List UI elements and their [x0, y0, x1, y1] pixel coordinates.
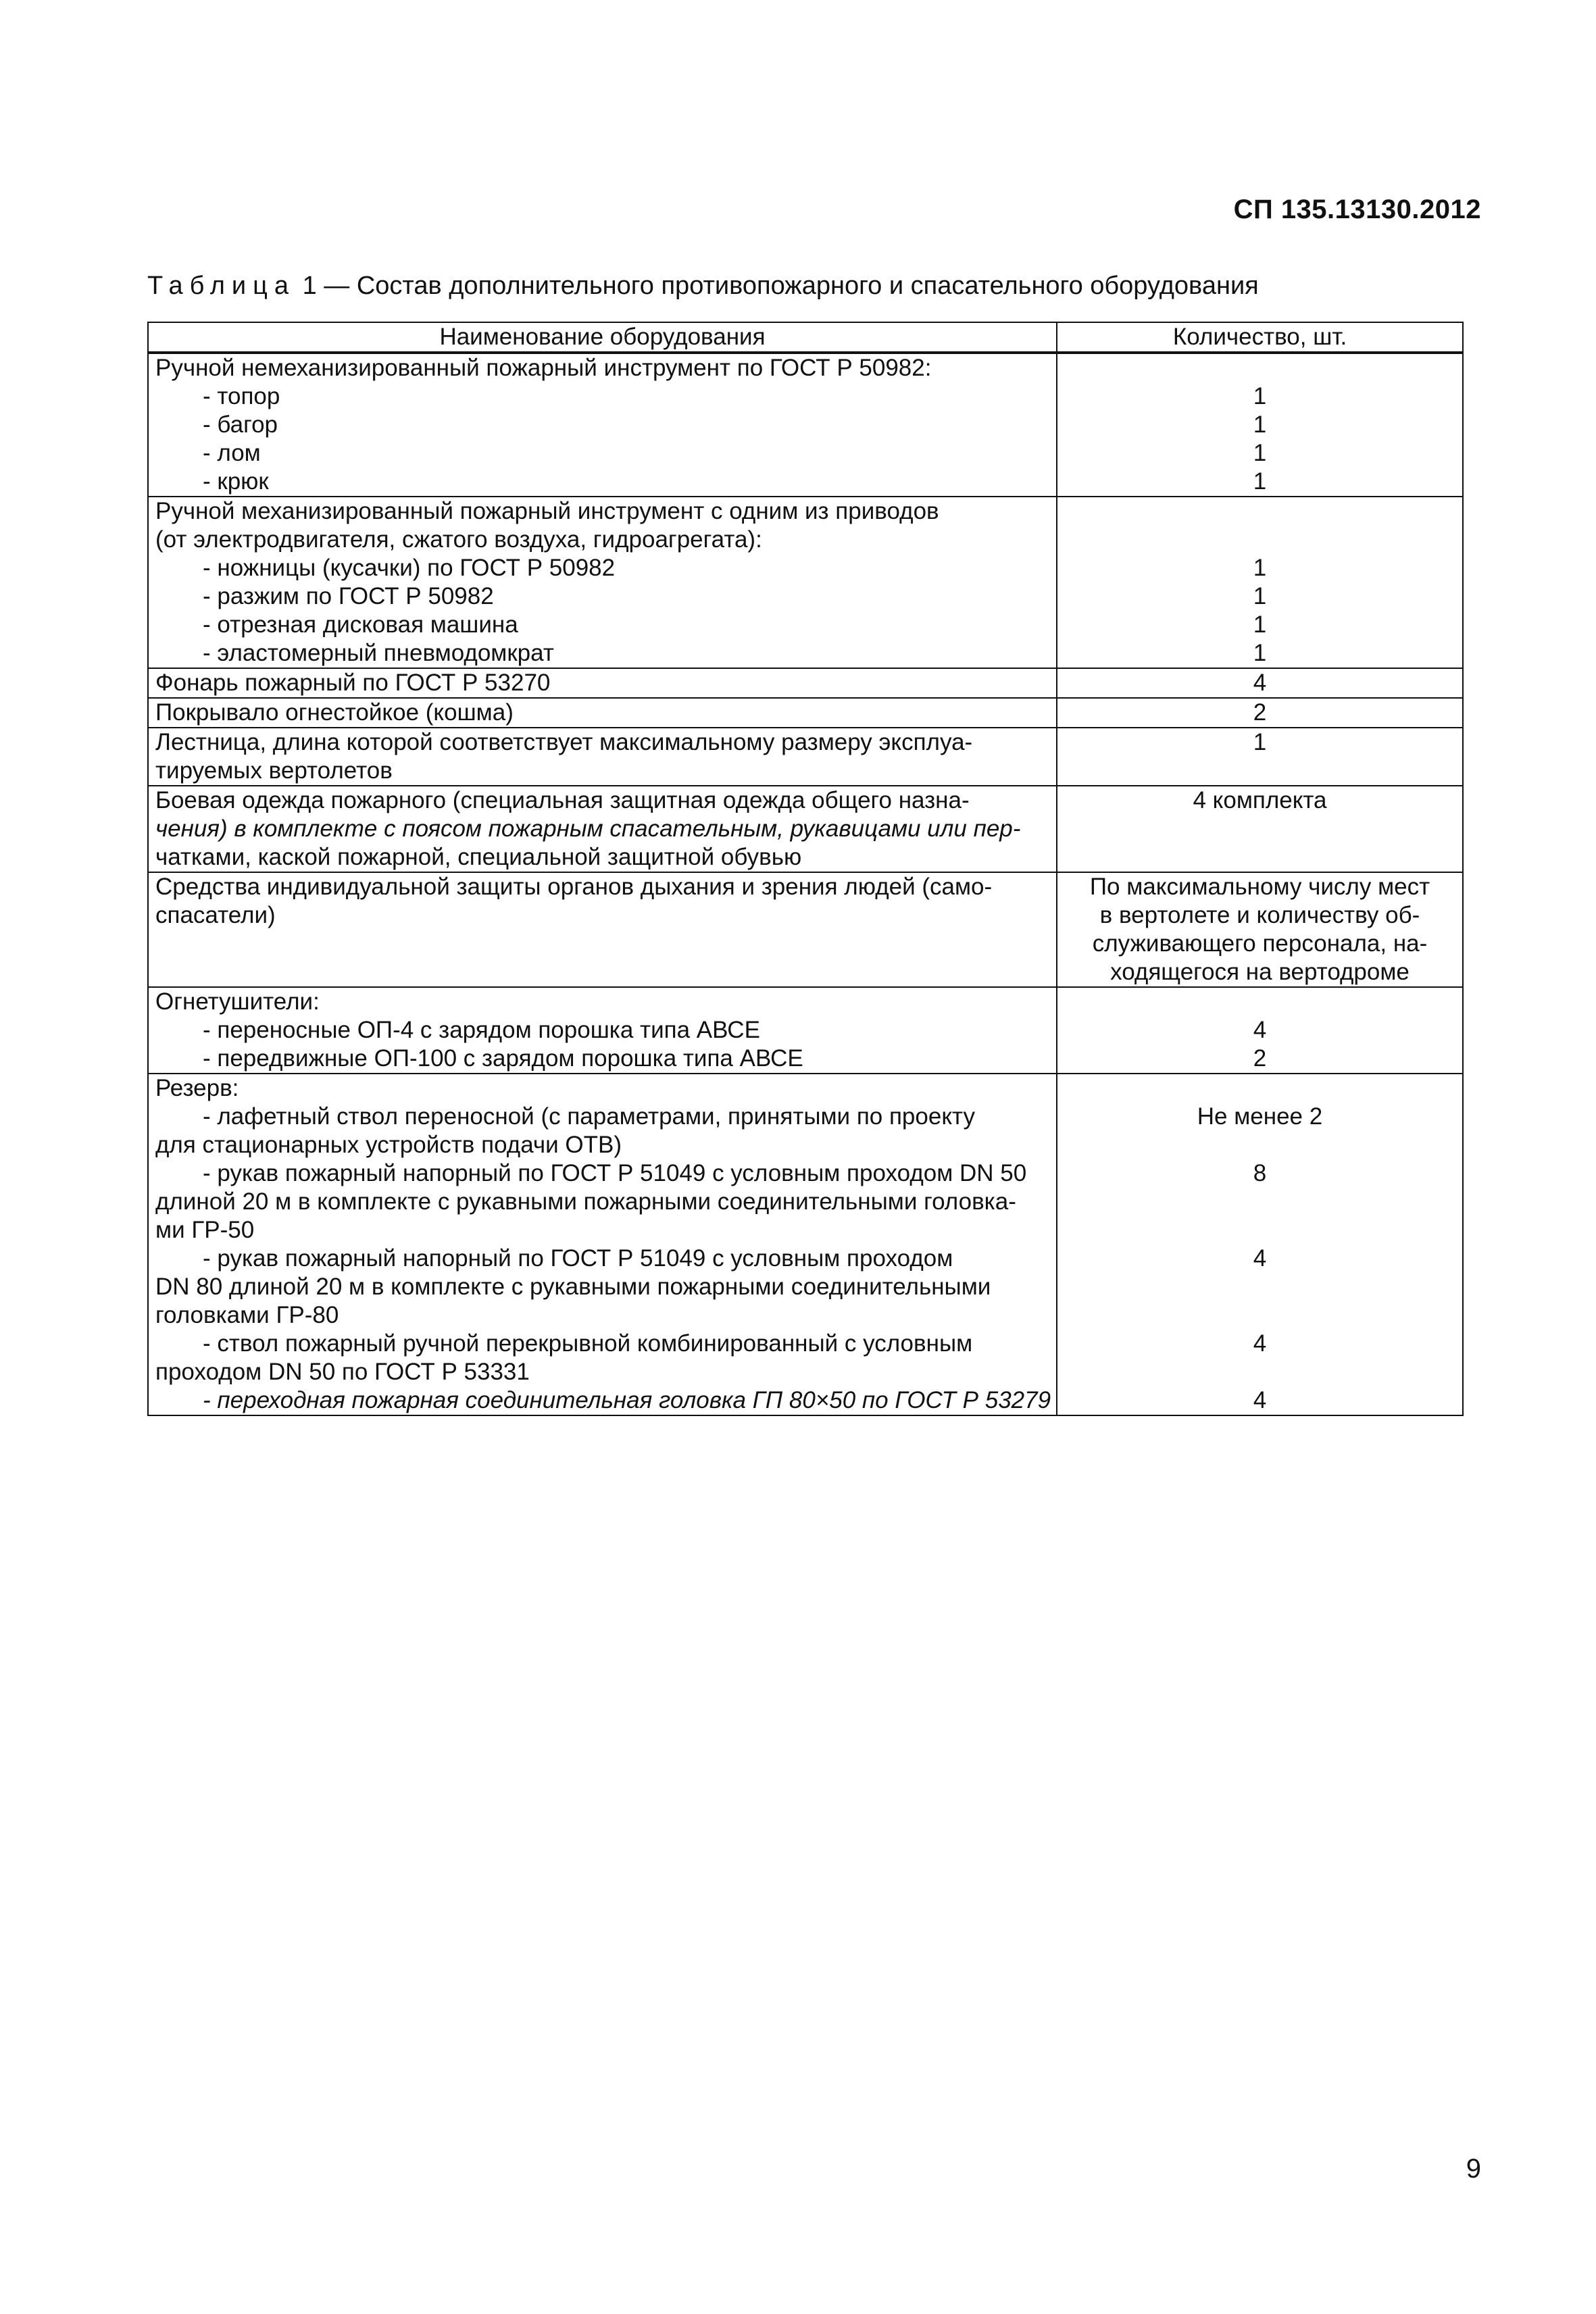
quantity-line: [1064, 1273, 1455, 1301]
quantity-line: [1064, 497, 1455, 526]
equipment-name-line: - переносные ОП-4 с зарядом порошка типа АВСЕ: [203, 1017, 760, 1043]
equipment-name-line: - крюк: [203, 468, 269, 495]
equipment-name-line: Ручной механизированный пожарный инструмент с одним из приводов: [155, 498, 939, 524]
quantity-line: 2: [1253, 1045, 1267, 1072]
table-row: [148, 1074, 1463, 1415]
quantity-cell: [1057, 728, 1463, 786]
equipment-name-cell: [148, 728, 1057, 786]
equipment-table: [147, 322, 1464, 1416]
equipment-name-line: тируемых вертолетов: [155, 757, 393, 784]
table-row: [148, 872, 1463, 987]
equipment-name-cell: [148, 872, 1057, 987]
equipment-name-line: - рукав пожарный напорный по ГОСТ Р 51049 с условным проходом: [203, 1245, 953, 1272]
equipment-name-line: - рукав пожарный напорный по ГОСТ Р 51049 с условным проходом DN 50: [203, 1160, 1027, 1186]
column-header-quantity: Количество, шт.: [1057, 322, 1463, 353]
table-body: [148, 353, 1463, 1415]
equipment-name-line: Боевая одежда пожарного (специальная защитная одежда общего назна-: [155, 787, 970, 813]
quantity-line: 1: [1253, 468, 1267, 495]
equipment-name-cell: [148, 786, 1057, 872]
quantity-line: 2: [1253, 699, 1267, 726]
equipment-name-line: (от электродвигателя, сжатого воздуха, гидроагрегата):: [155, 526, 762, 553]
equipment-name-line: - отрезная дисковая машина: [203, 611, 518, 638]
quantity-line: 4: [1253, 1330, 1267, 1357]
quantity-line: 1: [1253, 555, 1267, 581]
page-number: 9: [1466, 2154, 1481, 2184]
equipment-name-line: проходом DN 50 по ГОСТ Р 53331: [155, 1359, 530, 1385]
equipment-name-line: - разжим по ГОСТ Р 50982: [203, 583, 494, 609]
quantity-line: [1064, 354, 1455, 382]
equipment-name-line: спасатели): [155, 902, 276, 928]
equipment-name-line: - ножницы (кусачки) по ГОСТ Р 50982: [203, 555, 616, 581]
quantity-line: [1064, 1301, 1455, 1330]
table-caption-label: Таблица: [147, 272, 295, 300]
equipment-name-line: Средства индивидуальной защиты органов дыхания и зрения людей (само-: [155, 874, 993, 900]
equipment-name-cell: [148, 353, 1057, 497]
equipment-name-line: длиной 20 м в комплекте с рукавными пожарными соединительными головка-: [155, 1188, 1016, 1215]
table-caption-dash: —: [324, 272, 350, 300]
equipment-name-cell: [148, 1074, 1057, 1415]
quantity-line: 4: [1253, 1387, 1267, 1413]
equipment-name-line: DN 80 длиной 20 м в комплекте с рукавными пожарными соединительными: [155, 1274, 991, 1300]
equipment-name-line: Фонарь пожарный по ГОСТ Р 53270: [155, 670, 551, 696]
quantity-line: 1: [1253, 729, 1267, 755]
document-code: СП 135.13130.2012: [1233, 195, 1481, 224]
table-row: [148, 668, 1463, 698]
table-row: [148, 353, 1463, 497]
equipment-name-line: Огнетушители:: [155, 988, 320, 1015]
equipment-name-line: - лом: [203, 440, 261, 466]
equipment-name-line: ми ГР-50: [155, 1217, 255, 1243]
table-row: [148, 786, 1463, 872]
quantity-line: [1064, 1074, 1455, 1103]
quantity-line: 4: [1253, 1245, 1267, 1272]
equipment-name-line: - ствол пожарный ручной перекрывной комбинированный с условным: [203, 1330, 973, 1357]
equipment-name-cell: [148, 987, 1057, 1074]
quantity-line: По максимальному числу мест: [1089, 874, 1430, 900]
table-row: [148, 728, 1463, 786]
quantity-line: 1: [1253, 583, 1267, 609]
table-row: [148, 987, 1463, 1074]
quantity-line: ходящегося на вертодроме: [1110, 959, 1410, 985]
quantity-line: 4: [1253, 1017, 1267, 1043]
equipment-name-line: Резерв:: [155, 1075, 239, 1101]
equipment-name-line: - топор: [203, 383, 280, 409]
quantity-line: в вертолете и количеству об-: [1099, 902, 1420, 928]
quantity-line: 1: [1253, 411, 1267, 438]
equipment-name-line: Покрывало огнестойкое (кошма): [155, 699, 514, 726]
quantity-line: 1: [1253, 611, 1267, 638]
equipment-name-cell: [148, 497, 1057, 668]
quantity-cell: [1057, 668, 1463, 698]
quantity-line: 1: [1253, 440, 1267, 466]
table-caption-title: Состав дополнительного противопожарного и спасательного оборудования: [356, 272, 1259, 300]
equipment-name-line: для стационарных устройств подачи ОТВ): [155, 1132, 622, 1158]
quantity-line: 8: [1253, 1160, 1267, 1186]
quantity-line: 4: [1253, 670, 1267, 696]
equipment-name-line: головками ГР-80: [155, 1302, 339, 1328]
quantity-line: [1064, 526, 1455, 554]
quantity-line: [1064, 1131, 1455, 1159]
table-caption-number: 1: [302, 272, 317, 300]
table-header-row: [148, 322, 1463, 353]
quantity-cell: [1057, 698, 1463, 728]
table-row: [148, 698, 1463, 728]
quantity-cell: [1057, 786, 1463, 872]
equipment-name-cell: [148, 668, 1057, 698]
column-header-name: Наименование оборудования: [148, 322, 1057, 353]
quantity-line: [1064, 1188, 1455, 1216]
equipment-name-line: - лафетный ствол переносной (с параметрами, принятыми по проекту: [203, 1103, 975, 1130]
equipment-name-line: - багор: [203, 411, 278, 438]
equipment-name-line: чения) в комплекте с поясом пожарным спасательным, рукавицами или пер-: [155, 815, 1021, 842]
equipment-name-line: чатками, каской пожарной, специальной защитной обувью: [155, 844, 802, 870]
table-row: [148, 497, 1463, 668]
quantity-line: [1064, 1216, 1455, 1244]
quantity-cell: [1057, 872, 1463, 987]
quantity-line: [1064, 1358, 1455, 1386]
quantity-line: служивающего персонала, на-: [1092, 930, 1428, 957]
quantity-line: Не менее 2: [1197, 1103, 1323, 1130]
equipment-name-cell: [148, 698, 1057, 728]
quantity-cell: [1057, 1074, 1463, 1415]
quantity-cell: [1057, 353, 1463, 497]
quantity-line: 1: [1253, 640, 1267, 666]
equipment-name-line: Лестница, длина которой соответствует максимальному размеру эксплуа-: [155, 729, 973, 755]
equipment-name-line: Ручной немеханизированный пожарный инструмент по ГОСТ Р 50982:: [155, 355, 932, 381]
equipment-name-line: - переходная пожарная соединительная головка ГП 80×50 по ГОСТ Р 53279: [203, 1387, 1051, 1413]
equipment-name-line: - эластомерный пневмодомкрат: [203, 640, 554, 666]
equipment-name-line: - передвижные ОП-100 с зарядом порошка типа АВСЕ: [203, 1045, 803, 1072]
quantity-line: 1: [1253, 383, 1267, 409]
quantity-cell: [1057, 497, 1463, 668]
quantity-cell: [1057, 987, 1463, 1074]
table-caption: [147, 272, 1259, 301]
quantity-line: 4 комплекта: [1193, 787, 1327, 813]
quantity-line: [1064, 988, 1455, 1016]
